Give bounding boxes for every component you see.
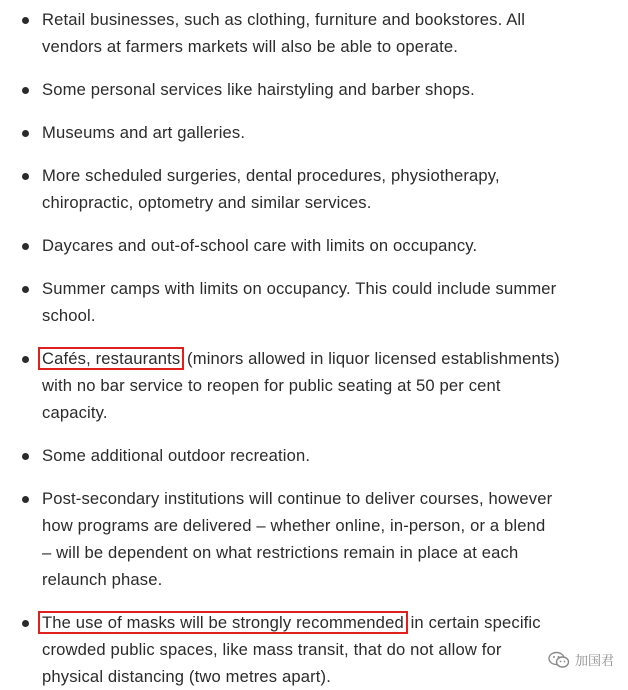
list-item-text xyxy=(42,6,622,60)
text-line: how programs are delivered – whether online, in-person, or a blend xyxy=(42,516,546,535)
text-line: Some additional outdoor recreation. xyxy=(42,446,311,465)
text-line: Summer camps with limits on occupancy. This could include summer xyxy=(42,279,557,298)
text-line: crowded public spaces, like mass transit, that do not allow for xyxy=(42,640,502,659)
text-line xyxy=(42,609,622,636)
highlight-box: The use of masks will be strongly recommended xyxy=(42,613,404,632)
highlight-box: Cafés, restaurants xyxy=(42,349,181,368)
text-line: physical distancing (two metres apart). xyxy=(42,667,331,686)
text-line: chiropractic, optometry and similar services. xyxy=(42,193,372,212)
list-item-text xyxy=(42,275,622,329)
text-segment: (minors allowed in liquor licensed establishments) xyxy=(182,349,560,368)
list-item-text xyxy=(42,485,622,593)
list-item-text xyxy=(42,76,622,103)
bullet-dot xyxy=(22,620,29,627)
list-item-text xyxy=(42,609,622,690)
list-item-text xyxy=(42,119,622,146)
text-line: Retail businesses, such as clothing, furniture and bookstores. All xyxy=(42,10,526,29)
bullet-dot xyxy=(22,87,29,94)
text-line: Daycares and out-of-school care with limits on occupancy. xyxy=(42,236,478,255)
text-line: relaunch phase. xyxy=(42,570,163,589)
bullet-dot xyxy=(22,453,29,460)
text-line: Museums and art galleries. xyxy=(42,123,246,142)
text-line xyxy=(42,345,622,372)
list-item-text xyxy=(42,442,622,469)
bullet-dot xyxy=(22,243,29,250)
text-line: Some personal services like hairstyling and barber shops. xyxy=(42,80,475,99)
text-line: with no bar service to reopen for public seating at 50 per cent xyxy=(42,376,501,395)
text-line: More scheduled surgeries, dental procedures, physiotherapy, xyxy=(42,166,500,185)
list-item-text xyxy=(42,232,622,259)
list-item-text xyxy=(42,162,622,216)
text-line: vendors at farmers markets will also be able to operate. xyxy=(42,37,459,56)
list-item-text xyxy=(42,345,622,426)
wechat-icon xyxy=(548,651,570,669)
text-line: capacity. xyxy=(42,403,108,422)
watermark xyxy=(548,650,614,669)
text-line: – will be dependent on what restrictions remain in place at each xyxy=(42,543,519,562)
bullet-dot xyxy=(22,130,29,137)
bullet-dot xyxy=(22,17,29,24)
text-line: school. xyxy=(42,306,96,325)
text-segment: in certain specific xyxy=(405,613,541,632)
watermark-text: 加国君 xyxy=(574,653,614,668)
text-line: Post-secondary institutions will continue to deliver courses, however xyxy=(42,489,553,508)
bullet-dot xyxy=(22,496,29,503)
bullet-dot xyxy=(22,286,29,293)
bullet-dot xyxy=(22,173,29,180)
bullet-dot xyxy=(22,356,29,363)
